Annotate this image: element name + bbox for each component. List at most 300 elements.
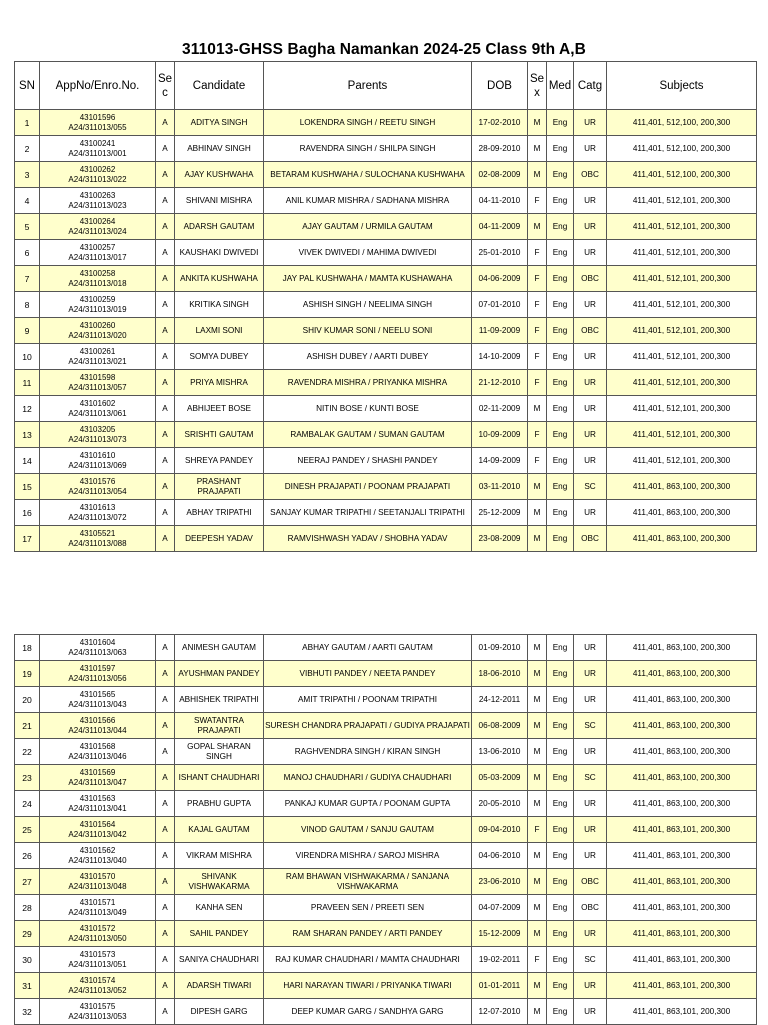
candidate-cell: SRISHTI GAUTAM: [175, 422, 264, 448]
table-row: [15, 344, 757, 370]
enrollment-number: A24/311013/042: [68, 829, 127, 839]
med-cell: Eng: [547, 136, 574, 162]
table-row: [15, 396, 757, 422]
candidate-cell: KAUSHAKI DWIVEDI: [175, 240, 264, 266]
enrollment-number: A24/311013/046: [68, 751, 127, 761]
parents-cell: NEERAJ PANDEY / SHASHI PANDEY: [264, 448, 472, 474]
enrollment-number: A24/311013/055: [68, 122, 127, 132]
sex-cell: M: [528, 895, 547, 921]
candidate-cell: ABHISHEK TRIPATHI: [175, 687, 264, 713]
app-number: 43101566: [79, 715, 116, 725]
enrollment-number: A24/311013/052: [68, 985, 127, 995]
med-cell: Eng: [547, 344, 574, 370]
sec-cell: A: [156, 973, 175, 999]
candidate-cell: DEEPESH YADAV: [175, 526, 264, 552]
appno-cell: [40, 422, 156, 448]
sn-cell: 22: [15, 739, 40, 765]
sn-cell: 21: [15, 713, 40, 739]
appno-cell: [40, 921, 156, 947]
app-number: 43101565: [79, 689, 116, 699]
table-row: [15, 162, 757, 188]
sn-cell: 7: [15, 266, 40, 292]
sex-cell: M: [528, 843, 547, 869]
header-catg: Catg: [574, 62, 607, 110]
sex-cell: M: [528, 921, 547, 947]
table-row: [15, 266, 757, 292]
parents-cell: LOKENDRA SINGH / REETU SINGH: [264, 110, 472, 136]
parents-cell: ANIL KUMAR MISHRA / SADHANA MISHRA: [264, 188, 472, 214]
candidate-cell: PRASHANT PRAJAPATI: [175, 474, 264, 500]
appno-cell: [40, 687, 156, 713]
appno-cell: [40, 214, 156, 240]
appno-cell: [40, 292, 156, 318]
sn-cell: 25: [15, 817, 40, 843]
appno-cell: [40, 162, 156, 188]
parents-cell: NITIN BOSE / KUNTI BOSE: [264, 396, 472, 422]
subjects-cell: 411,401, 512,101, 200,300: [607, 188, 757, 214]
appno-cell: [40, 817, 156, 843]
appno-cell: [40, 869, 156, 895]
sex-cell: M: [528, 765, 547, 791]
dob-cell: 14-10-2009: [472, 344, 528, 370]
catg-cell: UR: [574, 344, 607, 370]
sn-cell: 11: [15, 370, 40, 396]
subjects-cell: 411,401, 863,100, 200,300: [607, 635, 757, 661]
enrollment-number: A24/311013/023: [68, 200, 127, 210]
med-cell: Eng: [547, 370, 574, 396]
table-row: [15, 869, 757, 895]
sex-cell: M: [528, 162, 547, 188]
sex-cell: M: [528, 526, 547, 552]
catg-cell: UR: [574, 370, 607, 396]
dob-cell: 14-09-2009: [472, 448, 528, 474]
med-cell: Eng: [547, 214, 574, 240]
enrollment-number: A24/311013/019: [68, 304, 127, 314]
med-cell: Eng: [547, 188, 574, 214]
candidate-cell: GOPAL SHARAN SINGH: [175, 739, 264, 765]
sex-cell: F: [528, 448, 547, 474]
med-cell: Eng: [547, 817, 574, 843]
app-number: 43101563: [79, 793, 116, 803]
enrollment-number: A24/311013/020: [68, 330, 127, 340]
app-number: 43100264: [79, 216, 116, 226]
sn-cell: 24: [15, 791, 40, 817]
header-subjects: Subjects: [607, 62, 757, 110]
dob-cell: 15-12-2009: [472, 921, 528, 947]
parents-cell: DEEP KUMAR GARG / SANDHYA GARG: [264, 999, 472, 1025]
catg-cell: UR: [574, 999, 607, 1025]
table-row: [15, 292, 757, 318]
parents-cell: JAY PAL KUSHWAHA / MAMTA KUSHAWAHA: [264, 266, 472, 292]
table-row: [15, 973, 757, 999]
header-parents: Parents: [264, 62, 472, 110]
candidate-cell: ANIMESH GAUTAM: [175, 635, 264, 661]
app-number: 43101602: [79, 398, 116, 408]
parents-cell: VIBHUTI PANDEY / NEETA PANDEY: [264, 661, 472, 687]
enrollment-number: A24/311013/022: [68, 174, 127, 184]
appno-cell: [40, 500, 156, 526]
subjects-cell: 411,401, 512,101, 200,300: [607, 292, 757, 318]
students-table-page-2: [14, 634, 757, 1025]
sec-cell: A: [156, 370, 175, 396]
enrollment-number: A24/311013/073: [68, 434, 127, 444]
table-row: [15, 110, 757, 136]
parents-cell: SHIV KUMAR SONI / NEELU SONI: [264, 318, 472, 344]
sec-cell: A: [156, 869, 175, 895]
dob-cell: 02-11-2009: [472, 396, 528, 422]
candidate-cell: ADITYA SINGH: [175, 110, 264, 136]
table-row: [15, 240, 757, 266]
enrollment-number: A24/311013/018: [68, 278, 127, 288]
subjects-cell: 411,401, 512,101, 200,300: [607, 266, 757, 292]
parents-cell: RAVENDRA MISHRA / PRIYANKA MISHRA: [264, 370, 472, 396]
parents-cell: VINOD GAUTAM / SANJU GAUTAM: [264, 817, 472, 843]
parents-cell: PRAVEEN SEN / PREETI SEN: [264, 895, 472, 921]
enrollment-number: A24/311013/054: [68, 486, 127, 496]
enrollment-number: A24/311013/001: [68, 148, 127, 158]
subjects-cell: 411,401, 863,100, 200,300: [607, 661, 757, 687]
sex-cell: M: [528, 999, 547, 1025]
catg-cell: UR: [574, 791, 607, 817]
sn-cell: 2: [15, 136, 40, 162]
app-number: 43101610: [79, 450, 116, 460]
dob-cell: 12-07-2010: [472, 999, 528, 1025]
subjects-cell: 411,401, 863,101, 200,300: [607, 973, 757, 999]
sex-cell: M: [528, 661, 547, 687]
appno-cell: [40, 635, 156, 661]
sec-cell: A: [156, 999, 175, 1025]
app-number: 43101596: [79, 112, 116, 122]
table-header-row: [15, 62, 757, 110]
subjects-cell: 411,401, 863,100, 200,300: [607, 687, 757, 713]
sex-cell: M: [528, 396, 547, 422]
sn-cell: 5: [15, 214, 40, 240]
parents-cell: ASHISH SINGH / NEELIMA SINGH: [264, 292, 472, 318]
subjects-cell: 411,401, 863,101, 200,300: [607, 947, 757, 973]
sec-cell: A: [156, 687, 175, 713]
subjects-cell: 411,401, 512,101, 200,300: [607, 214, 757, 240]
sn-cell: 23: [15, 765, 40, 791]
subjects-cell: 411,401, 863,100, 200,300: [607, 765, 757, 791]
parents-cell: VIVEK DWIVEDI / MAHIMA DWIVEDI: [264, 240, 472, 266]
app-number: 43101570: [79, 871, 116, 881]
parents-cell: VIRENDRA MISHRA / SAROJ MISHRA: [264, 843, 472, 869]
table-row: [15, 188, 757, 214]
enrollment-number: A24/311013/021: [68, 356, 127, 366]
candidate-cell: SHREYA PANDEY: [175, 448, 264, 474]
sn-cell: 12: [15, 396, 40, 422]
sn-cell: 6: [15, 240, 40, 266]
candidate-cell: PRABHU GUPTA: [175, 791, 264, 817]
subjects-cell: 411,401, 863,100, 200,300: [607, 526, 757, 552]
sec-cell: A: [156, 136, 175, 162]
sex-cell: M: [528, 739, 547, 765]
med-cell: Eng: [547, 713, 574, 739]
app-number: 43101564: [79, 819, 116, 829]
dob-cell: 23-06-2010: [472, 869, 528, 895]
table-row: [15, 474, 757, 500]
parents-cell: DINESH PRAJAPATI / POONAM PRAJAPATI: [264, 474, 472, 500]
sec-cell: A: [156, 791, 175, 817]
header-dob: DOB: [472, 62, 528, 110]
app-number: 43101575: [79, 1001, 116, 1011]
appno-cell: [40, 973, 156, 999]
med-cell: Eng: [547, 999, 574, 1025]
sex-cell: M: [528, 713, 547, 739]
parents-cell: AJAY GAUTAM / URMILA GAUTAM: [264, 214, 472, 240]
sec-cell: A: [156, 843, 175, 869]
candidate-cell: SWATANTRA PRAJAPATI: [175, 713, 264, 739]
sn-cell: 27: [15, 869, 40, 895]
header-candidate: Candidate: [175, 62, 264, 110]
med-cell: Eng: [547, 869, 574, 895]
candidate-cell: LAXMI SONI: [175, 318, 264, 344]
dob-cell: 04-11-2010: [472, 188, 528, 214]
sec-cell: A: [156, 526, 175, 552]
enrollment-number: A24/311013/072: [68, 512, 127, 522]
catg-cell: OBC: [574, 526, 607, 552]
catg-cell: OBC: [574, 162, 607, 188]
sec-cell: A: [156, 895, 175, 921]
sex-cell: F: [528, 240, 547, 266]
parents-cell: RAGHVENDRA SINGH / KIRAN SINGH: [264, 739, 472, 765]
dob-cell: 03-11-2010: [472, 474, 528, 500]
table-row: [15, 422, 757, 448]
med-cell: Eng: [547, 765, 574, 791]
appno-cell: [40, 791, 156, 817]
catg-cell: UR: [574, 500, 607, 526]
app-number: 43103205: [79, 424, 116, 434]
sec-cell: A: [156, 214, 175, 240]
sn-cell: 15: [15, 474, 40, 500]
table-row: [15, 765, 757, 791]
parents-cell: AMIT TRIPATHI / POONAM TRIPATHI: [264, 687, 472, 713]
enrollment-number: A24/311013/017: [68, 252, 127, 262]
app-number: 43101571: [79, 897, 116, 907]
table-row: [15, 500, 757, 526]
dob-cell: 10-09-2009: [472, 422, 528, 448]
appno-cell: [40, 448, 156, 474]
enrollment-number: A24/311013/056: [68, 673, 127, 683]
enrollment-number: A24/311013/061: [68, 408, 127, 418]
table-row: [15, 448, 757, 474]
students-table-page-1: [14, 61, 757, 552]
sn-cell: 28: [15, 895, 40, 921]
med-cell: Eng: [547, 921, 574, 947]
dob-cell: 01-01-2011: [472, 973, 528, 999]
candidate-cell: KAJAL GAUTAM: [175, 817, 264, 843]
med-cell: Eng: [547, 448, 574, 474]
enrollment-number: A24/311013/048: [68, 881, 127, 891]
catg-cell: UR: [574, 188, 607, 214]
dob-cell: 11-09-2009: [472, 318, 528, 344]
sec-cell: A: [156, 817, 175, 843]
dob-cell: 24-12-2011: [472, 687, 528, 713]
appno-cell: [40, 266, 156, 292]
candidate-cell: SANIYA CHAUDHARI: [175, 947, 264, 973]
sec-cell: A: [156, 318, 175, 344]
enrollment-number: A24/311013/040: [68, 855, 127, 865]
candidate-cell: VIKRAM MISHRA: [175, 843, 264, 869]
sn-cell: 17: [15, 526, 40, 552]
parents-cell: ASHISH DUBEY / AARTI DUBEY: [264, 344, 472, 370]
table-row: [15, 661, 757, 687]
sec-cell: A: [156, 661, 175, 687]
table-row: [15, 635, 757, 661]
catg-cell: UR: [574, 817, 607, 843]
sex-cell: F: [528, 188, 547, 214]
sex-cell: M: [528, 500, 547, 526]
appno-cell: [40, 661, 156, 687]
subjects-cell: 411,401, 512,100, 200,300: [607, 136, 757, 162]
catg-cell: UR: [574, 214, 607, 240]
sn-cell: 29: [15, 921, 40, 947]
sec-cell: A: [156, 266, 175, 292]
sec-cell: A: [156, 500, 175, 526]
candidate-cell: SHIVANI MISHRA: [175, 188, 264, 214]
parents-cell: HARI NARAYAN TIWARI / PRIYANKA TIWARI: [264, 973, 472, 999]
parents-cell: ABHAY GAUTAM / AARTI GAUTAM: [264, 635, 472, 661]
candidate-cell: SHIVANK VISHWAKARMA: [175, 869, 264, 895]
candidate-cell: DIPESH GARG: [175, 999, 264, 1025]
subjects-cell: 411,401, 512,100, 200,300: [607, 162, 757, 188]
dob-cell: 23-08-2009: [472, 526, 528, 552]
sex-cell: F: [528, 817, 547, 843]
catg-cell: OBC: [574, 266, 607, 292]
sex-cell: F: [528, 344, 547, 370]
catg-cell: UR: [574, 843, 607, 869]
subjects-cell: 411,401, 863,101, 200,300: [607, 817, 757, 843]
subjects-cell: 411,401, 512,101, 200,300: [607, 422, 757, 448]
catg-cell: SC: [574, 947, 607, 973]
appno-cell: [40, 240, 156, 266]
sn-cell: 20: [15, 687, 40, 713]
dob-cell: 04-06-2010: [472, 843, 528, 869]
catg-cell: UR: [574, 448, 607, 474]
dob-cell: 25-01-2010: [472, 240, 528, 266]
med-cell: Eng: [547, 791, 574, 817]
candidate-cell: ABHAY TRIPATHI: [175, 500, 264, 526]
catg-cell: SC: [574, 765, 607, 791]
med-cell: Eng: [547, 318, 574, 344]
sn-cell: 3: [15, 162, 40, 188]
catg-cell: UR: [574, 921, 607, 947]
table-row: [15, 921, 757, 947]
sex-cell: M: [528, 136, 547, 162]
appno-cell: [40, 396, 156, 422]
catg-cell: UR: [574, 635, 607, 661]
sn-cell: 10: [15, 344, 40, 370]
parents-cell: RAJ KUMAR CHAUDHARI / MAMTA CHAUDHARI: [264, 947, 472, 973]
sec-cell: A: [156, 396, 175, 422]
candidate-cell: ADARSH GAUTAM: [175, 214, 264, 240]
sec-cell: A: [156, 110, 175, 136]
app-number: 43101568: [79, 741, 116, 751]
dob-cell: 28-09-2010: [472, 136, 528, 162]
parents-cell: RAMBALAK GAUTAM / SUMAN GAUTAM: [264, 422, 472, 448]
subjects-cell: 411,401, 863,100, 200,300: [607, 500, 757, 526]
med-cell: Eng: [547, 292, 574, 318]
appno-cell: [40, 739, 156, 765]
sex-cell: M: [528, 214, 547, 240]
app-number: 43101569: [79, 767, 116, 777]
header-appno: AppNo/Enro.No.: [40, 62, 156, 110]
candidate-cell: ADARSH TIWARI: [175, 973, 264, 999]
sec-cell: A: [156, 188, 175, 214]
enrollment-number: A24/311013/044: [68, 725, 127, 735]
dob-cell: 17-02-2010: [472, 110, 528, 136]
subjects-cell: 411,401, 512,101, 200,300: [607, 240, 757, 266]
enrollment-number: A24/311013/088: [68, 538, 127, 548]
med-cell: Eng: [547, 266, 574, 292]
parents-cell: RAMVISHWASH YADAV / SHOBHA YADAV: [264, 526, 472, 552]
candidate-cell: KANHA SEN: [175, 895, 264, 921]
med-cell: Eng: [547, 500, 574, 526]
parents-cell: BETARAM KUSHWAHA / SULOCHANA KUSHWAHA: [264, 162, 472, 188]
table-body-page-2: [15, 635, 757, 1025]
appno-cell: [40, 370, 156, 396]
appno-cell: [40, 526, 156, 552]
sex-cell: M: [528, 973, 547, 999]
subjects-cell: 411,401, 512,101, 200,300: [607, 344, 757, 370]
sec-cell: A: [156, 921, 175, 947]
candidate-cell: PRIYA MISHRA: [175, 370, 264, 396]
catg-cell: UR: [574, 661, 607, 687]
app-number: 43101576: [79, 476, 116, 486]
enrollment-number: A24/311013/047: [68, 777, 127, 787]
enrollment-number: A24/311013/069: [68, 460, 127, 470]
catg-cell: OBC: [574, 318, 607, 344]
subjects-cell: 411,401, 863,101, 200,300: [607, 895, 757, 921]
candidate-cell: ANKITA KUSHWAHA: [175, 266, 264, 292]
sex-cell: M: [528, 635, 547, 661]
dob-cell: 19-02-2011: [472, 947, 528, 973]
appno-cell: [40, 765, 156, 791]
header-sec: Se c: [156, 62, 175, 110]
subjects-cell: 411,401, 863,100, 200,300: [607, 474, 757, 500]
med-cell: Eng: [547, 635, 574, 661]
med-cell: Eng: [547, 687, 574, 713]
sn-cell: 30: [15, 947, 40, 973]
candidate-cell: ABHIJEET BOSE: [175, 396, 264, 422]
parents-cell: SURESH CHANDRA PRAJAPATI / GUDIYA PRAJAPATI: [264, 713, 472, 739]
subjects-cell: 411,401, 863,101, 200,300: [607, 999, 757, 1025]
enrollment-number: A24/311013/051: [68, 959, 127, 969]
parents-cell: PANKAJ KUMAR GUPTA / POONAM GUPTA: [264, 791, 472, 817]
sn-cell: 16: [15, 500, 40, 526]
table-row: [15, 370, 757, 396]
app-number: 43101597: [79, 663, 116, 673]
sn-cell: 26: [15, 843, 40, 869]
candidate-cell: KRITIKA SINGH: [175, 292, 264, 318]
app-number: 43100263: [79, 190, 116, 200]
sn-cell: 32: [15, 999, 40, 1025]
sex-cell: F: [528, 292, 547, 318]
med-cell: Eng: [547, 474, 574, 500]
appno-cell: [40, 474, 156, 500]
sec-cell: A: [156, 422, 175, 448]
subjects-cell: 411,401, 863,101, 200,300: [607, 843, 757, 869]
subjects-cell: 411,401, 863,101, 200,300: [607, 869, 757, 895]
table-row: [15, 687, 757, 713]
med-cell: Eng: [547, 973, 574, 999]
catg-cell: UR: [574, 110, 607, 136]
table-row: [15, 791, 757, 817]
sex-cell: F: [528, 370, 547, 396]
appno-cell: [40, 999, 156, 1025]
med-cell: Eng: [547, 162, 574, 188]
catg-cell: OBC: [574, 869, 607, 895]
